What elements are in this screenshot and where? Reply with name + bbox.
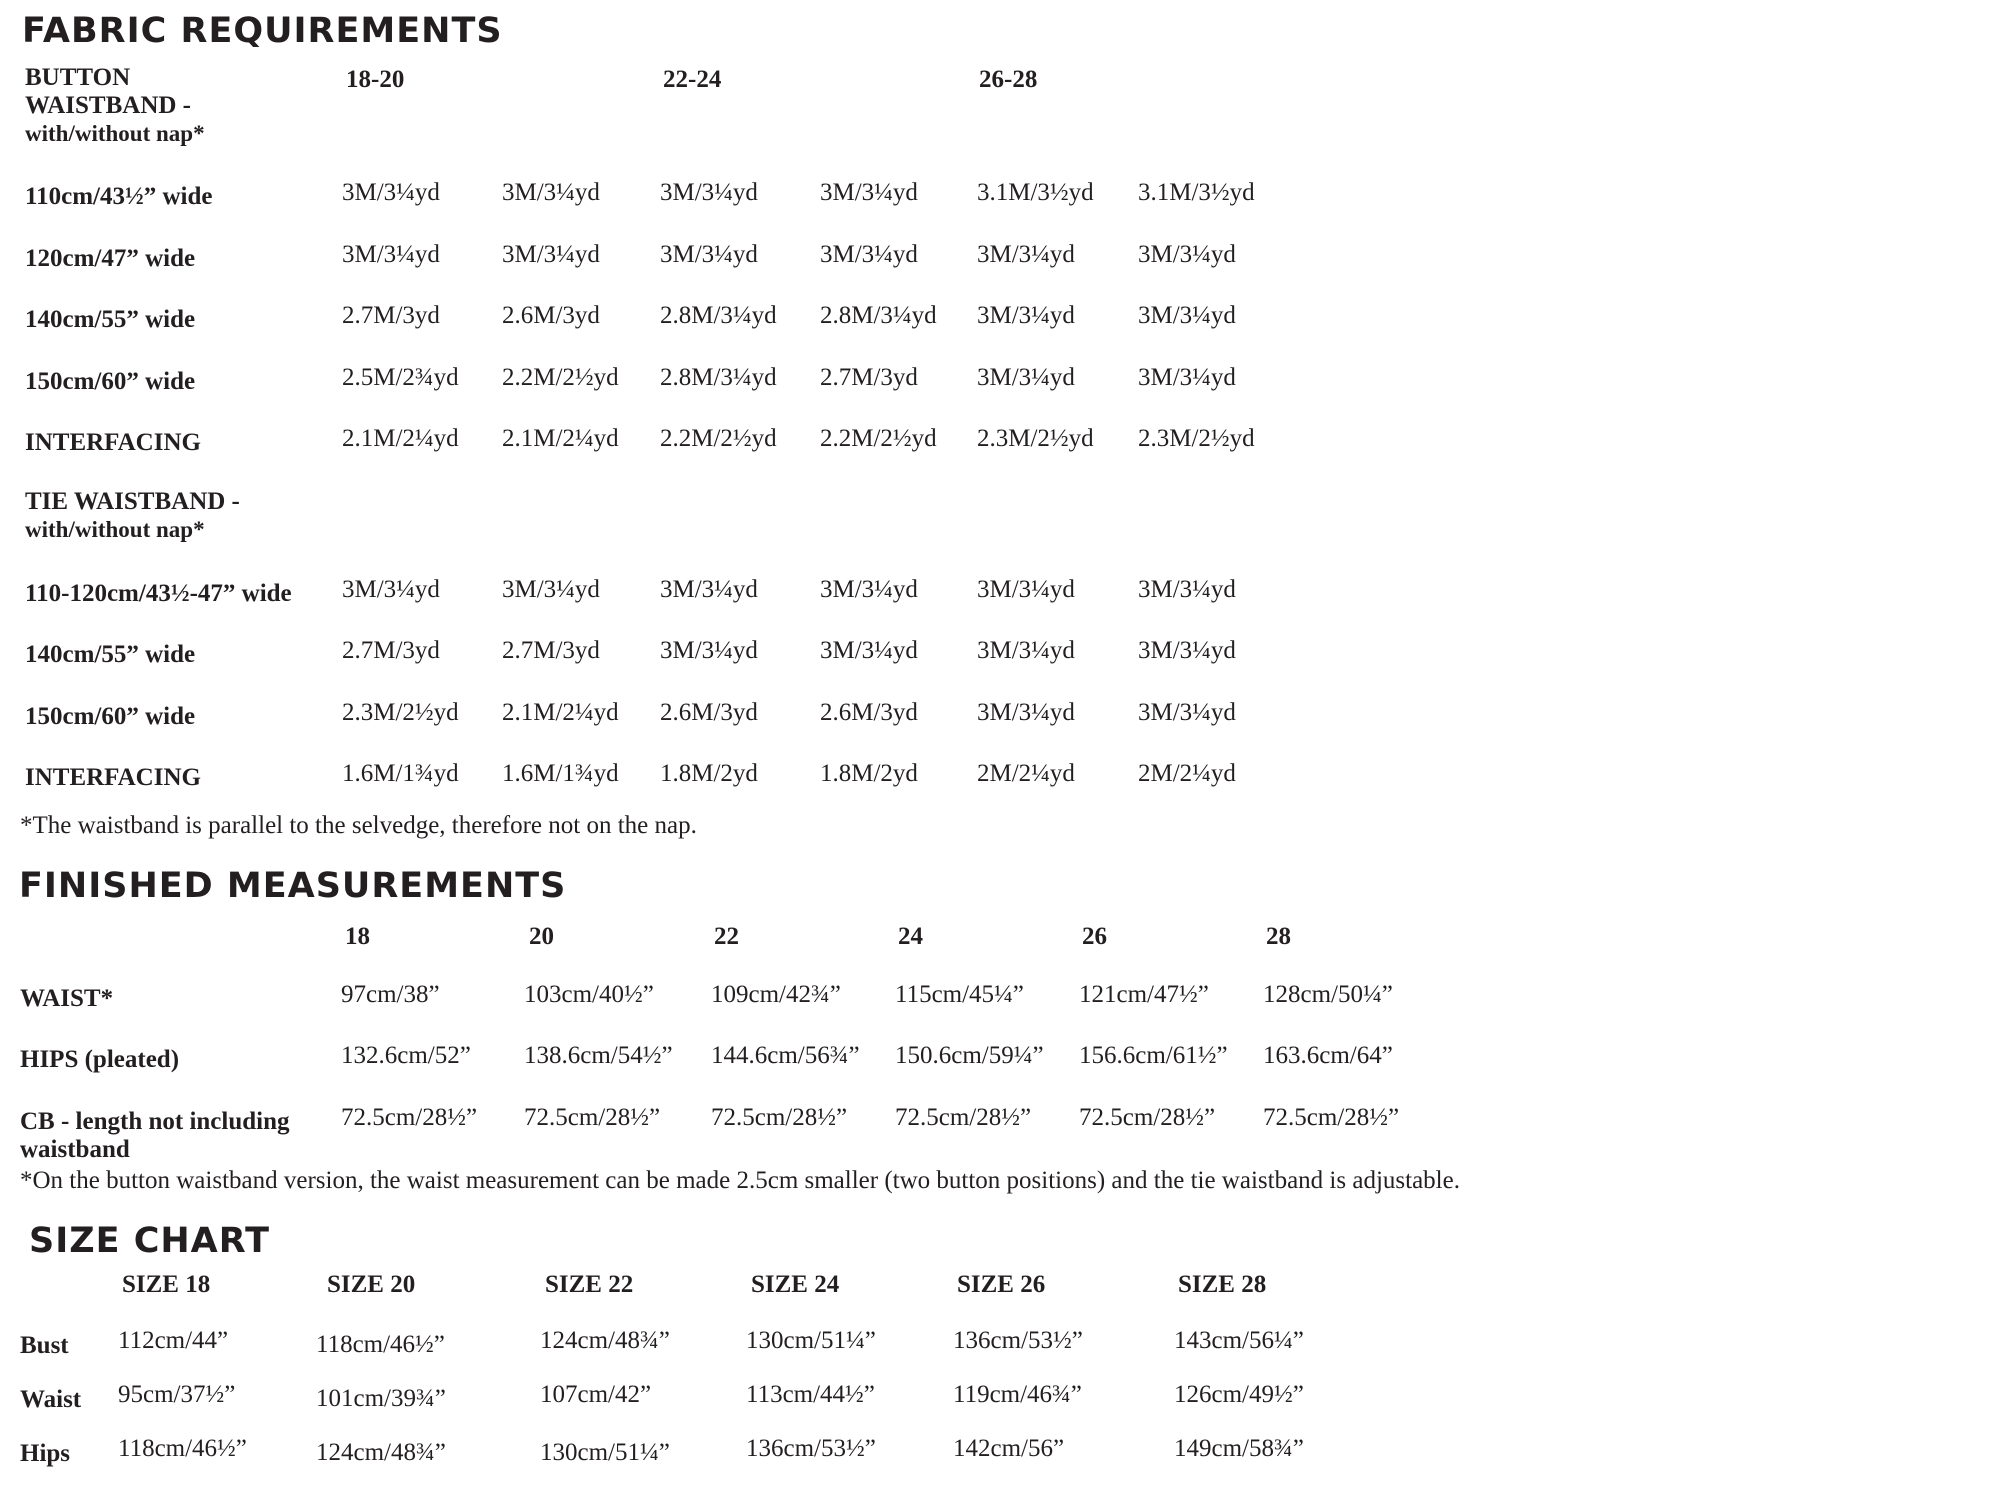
table-cell: 2.6M/3yd [502, 302, 600, 329]
row-label: 120cm/47” wide [25, 245, 196, 272]
size-group-26-28: 26-28 [979, 66, 1038, 93]
label-line: waistband [20, 1136, 130, 1163]
table-cell: 109cm/42¾” [711, 981, 841, 1008]
table-cell: 3M/3¼yd [1138, 364, 1236, 391]
size-column-header: 24 [898, 923, 923, 950]
finished-footnote: *On the button waistband version, the waist measurement can be made 2.5cm smaller (two button positions) and the tie waistband is adjustable. [20, 1167, 1460, 1194]
table-cell: 149cm/58¾” [1174, 1435, 1304, 1462]
button-waistband-header [25, 64, 205, 148]
table-cell: 2.1M/2¼yd [342, 425, 459, 452]
table-cell: 124cm/48¾” [540, 1327, 670, 1354]
row-label: 150cm/60” wide [25, 368, 196, 395]
size-column-header: 18 [345, 923, 370, 950]
table-cell: 3M/3¼yd [977, 364, 1075, 391]
table-cell: 136cm/53½” [953, 1327, 1083, 1354]
fabric-footnote: *The waistband is parallel to the selvedge, therefore not on the nap. [20, 812, 697, 839]
table-cell: 72.5cm/28½” [895, 1104, 1032, 1131]
label-line: WAIST* [20, 985, 114, 1012]
finished-measurements-heading: FINISHED MEASUREMENTS [19, 866, 567, 906]
table-cell: 3M/3¼yd [820, 576, 918, 603]
table-cell: 3M/3¼yd [820, 241, 918, 268]
table-cell: 3M/3¼yd [820, 179, 918, 206]
table-cell: 150.6cm/59¼” [895, 1042, 1044, 1069]
table-cell: 95cm/37½” [118, 1381, 236, 1408]
size-column-header: 20 [529, 923, 554, 950]
table-cell: 3M/3¼yd [977, 302, 1075, 329]
table-cell: 3M/3¼yd [1138, 637, 1236, 664]
table-cell: 144.6cm/56¾” [711, 1042, 860, 1069]
table-cell: 143cm/56¼” [1174, 1327, 1304, 1354]
header-line: BUTTON [25, 64, 131, 91]
table-cell: 3M/3¼yd [342, 241, 440, 268]
table-cell: 2.3M/2½yd [977, 425, 1094, 452]
table-cell: 107cm/42” [540, 1381, 652, 1408]
table-cell: 124cm/48¾” [316, 1439, 446, 1466]
size-group-22-24: 22-24 [663, 66, 722, 93]
table-cell: 72.5cm/28½” [711, 1104, 848, 1131]
table-cell: 3M/3¼yd [660, 576, 758, 603]
table-cell: 101cm/39¾” [316, 1385, 446, 1412]
size-column-header: SIZE 22 [545, 1271, 634, 1298]
table-cell: 2.8M/3¼yd [660, 364, 777, 391]
table-cell: 97cm/38” [341, 981, 440, 1008]
row-label: 150cm/60” wide [25, 703, 196, 730]
header-line: TIE WAISTBAND - [25, 488, 240, 515]
table-cell: 2.6M/3yd [660, 699, 758, 726]
table-cell: 3M/3¼yd [342, 179, 440, 206]
table-cell: 132.6cm/52” [341, 1042, 471, 1069]
table-cell: 2.2M/2½yd [502, 364, 619, 391]
table-cell: 72.5cm/28½” [1079, 1104, 1216, 1131]
row-label [20, 985, 113, 1013]
table-cell: 2.7M/3yd [342, 637, 440, 664]
table-cell: 163.6cm/64” [1263, 1042, 1393, 1069]
label-line: HIPS (pleated) [20, 1046, 180, 1073]
label-line: CB - length not including [20, 1108, 290, 1135]
size-column-header: SIZE 26 [957, 1271, 1046, 1298]
table-cell: 115cm/45¼” [895, 981, 1024, 1008]
size-column-header: SIZE 24 [751, 1271, 840, 1298]
table-cell: 72.5cm/28½” [1263, 1104, 1400, 1131]
table-cell: 2M/2¼yd [977, 760, 1075, 787]
row-label: Waist [20, 1386, 82, 1413]
table-cell: 138.6cm/54½” [524, 1042, 673, 1069]
table-cell: 3M/3¼yd [977, 241, 1075, 268]
table-cell: 2.2M/2½yd [660, 425, 777, 452]
fabric-requirements-heading: FABRIC REQUIREMENTS [22, 11, 503, 51]
table-cell: 3M/3¼yd [977, 637, 1075, 664]
table-cell: 3M/3¼yd [342, 576, 440, 603]
row-label: 140cm/55” wide [25, 306, 196, 333]
table-cell: 1.6M/1¾yd [502, 760, 619, 787]
header-line: WAISTBAND - [25, 92, 192, 119]
row-label [20, 1108, 290, 1164]
header-line: with/without nap* [25, 121, 205, 146]
table-cell: 121cm/47½” [1079, 981, 1209, 1008]
table-cell: 3M/3¼yd [1138, 302, 1236, 329]
row-label: 140cm/55” wide [25, 641, 196, 668]
table-cell: 2M/2¼yd [1138, 760, 1236, 787]
size-chart-heading: SIZE CHART [29, 1221, 271, 1261]
table-cell: 2.2M/2½yd [820, 425, 937, 452]
row-label: 110-120cm/43½-47” wide [25, 580, 292, 607]
table-cell: 128cm/50¼” [1263, 981, 1393, 1008]
row-label: 110cm/43½” wide [25, 183, 213, 210]
table-cell: 2.1M/2¼yd [502, 699, 619, 726]
size-column-header: SIZE 20 [327, 1271, 416, 1298]
table-cell: 2.7M/3yd [502, 637, 600, 664]
table-cell: 126cm/49½” [1174, 1381, 1304, 1408]
table-cell: 118cm/46½” [118, 1435, 247, 1462]
table-cell: 3M/3¼yd [660, 241, 758, 268]
table-cell: 142cm/56” [953, 1435, 1065, 1462]
row-label: INTERFACING [25, 429, 201, 456]
table-cell: 2.8M/3¼yd [820, 302, 937, 329]
table-cell: 3M/3¼yd [977, 576, 1075, 603]
table-cell: 118cm/46½” [316, 1331, 445, 1358]
table-cell: 103cm/40½” [524, 981, 654, 1008]
header-line: with/without nap* [25, 517, 205, 542]
size-column-header: 22 [714, 923, 739, 950]
table-cell: 2.8M/3¼yd [660, 302, 777, 329]
table-cell: 72.5cm/28½” [341, 1104, 478, 1131]
table-cell: 3M/3¼yd [660, 637, 758, 664]
table-cell: 3M/3¼yd [502, 576, 600, 603]
table-cell: 136cm/53½” [746, 1435, 876, 1462]
row-label: Hips [20, 1440, 71, 1467]
table-cell: 3M/3¼yd [502, 241, 600, 268]
size-group-18-20: 18-20 [346, 66, 405, 93]
table-cell: 3M/3¼yd [977, 699, 1075, 726]
table-cell: 1.8M/2yd [660, 760, 758, 787]
row-label [20, 1046, 179, 1074]
table-cell: 3M/3¼yd [1138, 699, 1236, 726]
table-cell: 3.1M/3½yd [977, 179, 1094, 206]
size-column-header: SIZE 18 [122, 1271, 211, 1298]
table-cell: 112cm/44” [118, 1327, 229, 1354]
table-cell: 2.3M/2½yd [1138, 425, 1255, 452]
row-label: INTERFACING [25, 764, 201, 791]
table-cell: 130cm/51¼” [746, 1327, 876, 1354]
table-cell: 2.1M/2¼yd [502, 425, 619, 452]
row-label: Bust [20, 1332, 69, 1359]
table-cell: 119cm/46¾” [953, 1381, 1082, 1408]
table-cell: 3M/3¼yd [1138, 576, 1236, 603]
size-column-header: 26 [1082, 923, 1107, 950]
table-cell: 3.1M/3½yd [1138, 179, 1255, 206]
table-cell: 2.6M/3yd [820, 699, 918, 726]
tie-waistband-header [25, 488, 240, 544]
size-column-header: SIZE 28 [1178, 1271, 1267, 1298]
table-cell: 72.5cm/28½” [524, 1104, 661, 1131]
table-cell: 3M/3¼yd [502, 179, 600, 206]
table-cell: 156.6cm/61½” [1079, 1042, 1228, 1069]
table-cell: 2.7M/3yd [342, 302, 440, 329]
table-cell: 2.5M/2¾yd [342, 364, 459, 391]
table-cell: 3M/3¼yd [820, 637, 918, 664]
table-cell: 2.7M/3yd [820, 364, 918, 391]
table-cell: 2.3M/2½yd [342, 699, 459, 726]
table-cell: 113cm/44½” [746, 1381, 875, 1408]
table-cell: 3M/3¼yd [660, 179, 758, 206]
size-column-header: 28 [1266, 923, 1291, 950]
table-cell: 3M/3¼yd [1138, 241, 1236, 268]
table-cell: 1.6M/1¾yd [342, 760, 459, 787]
table-cell: 130cm/51¼” [540, 1439, 670, 1466]
table-cell: 1.8M/2yd [820, 760, 918, 787]
